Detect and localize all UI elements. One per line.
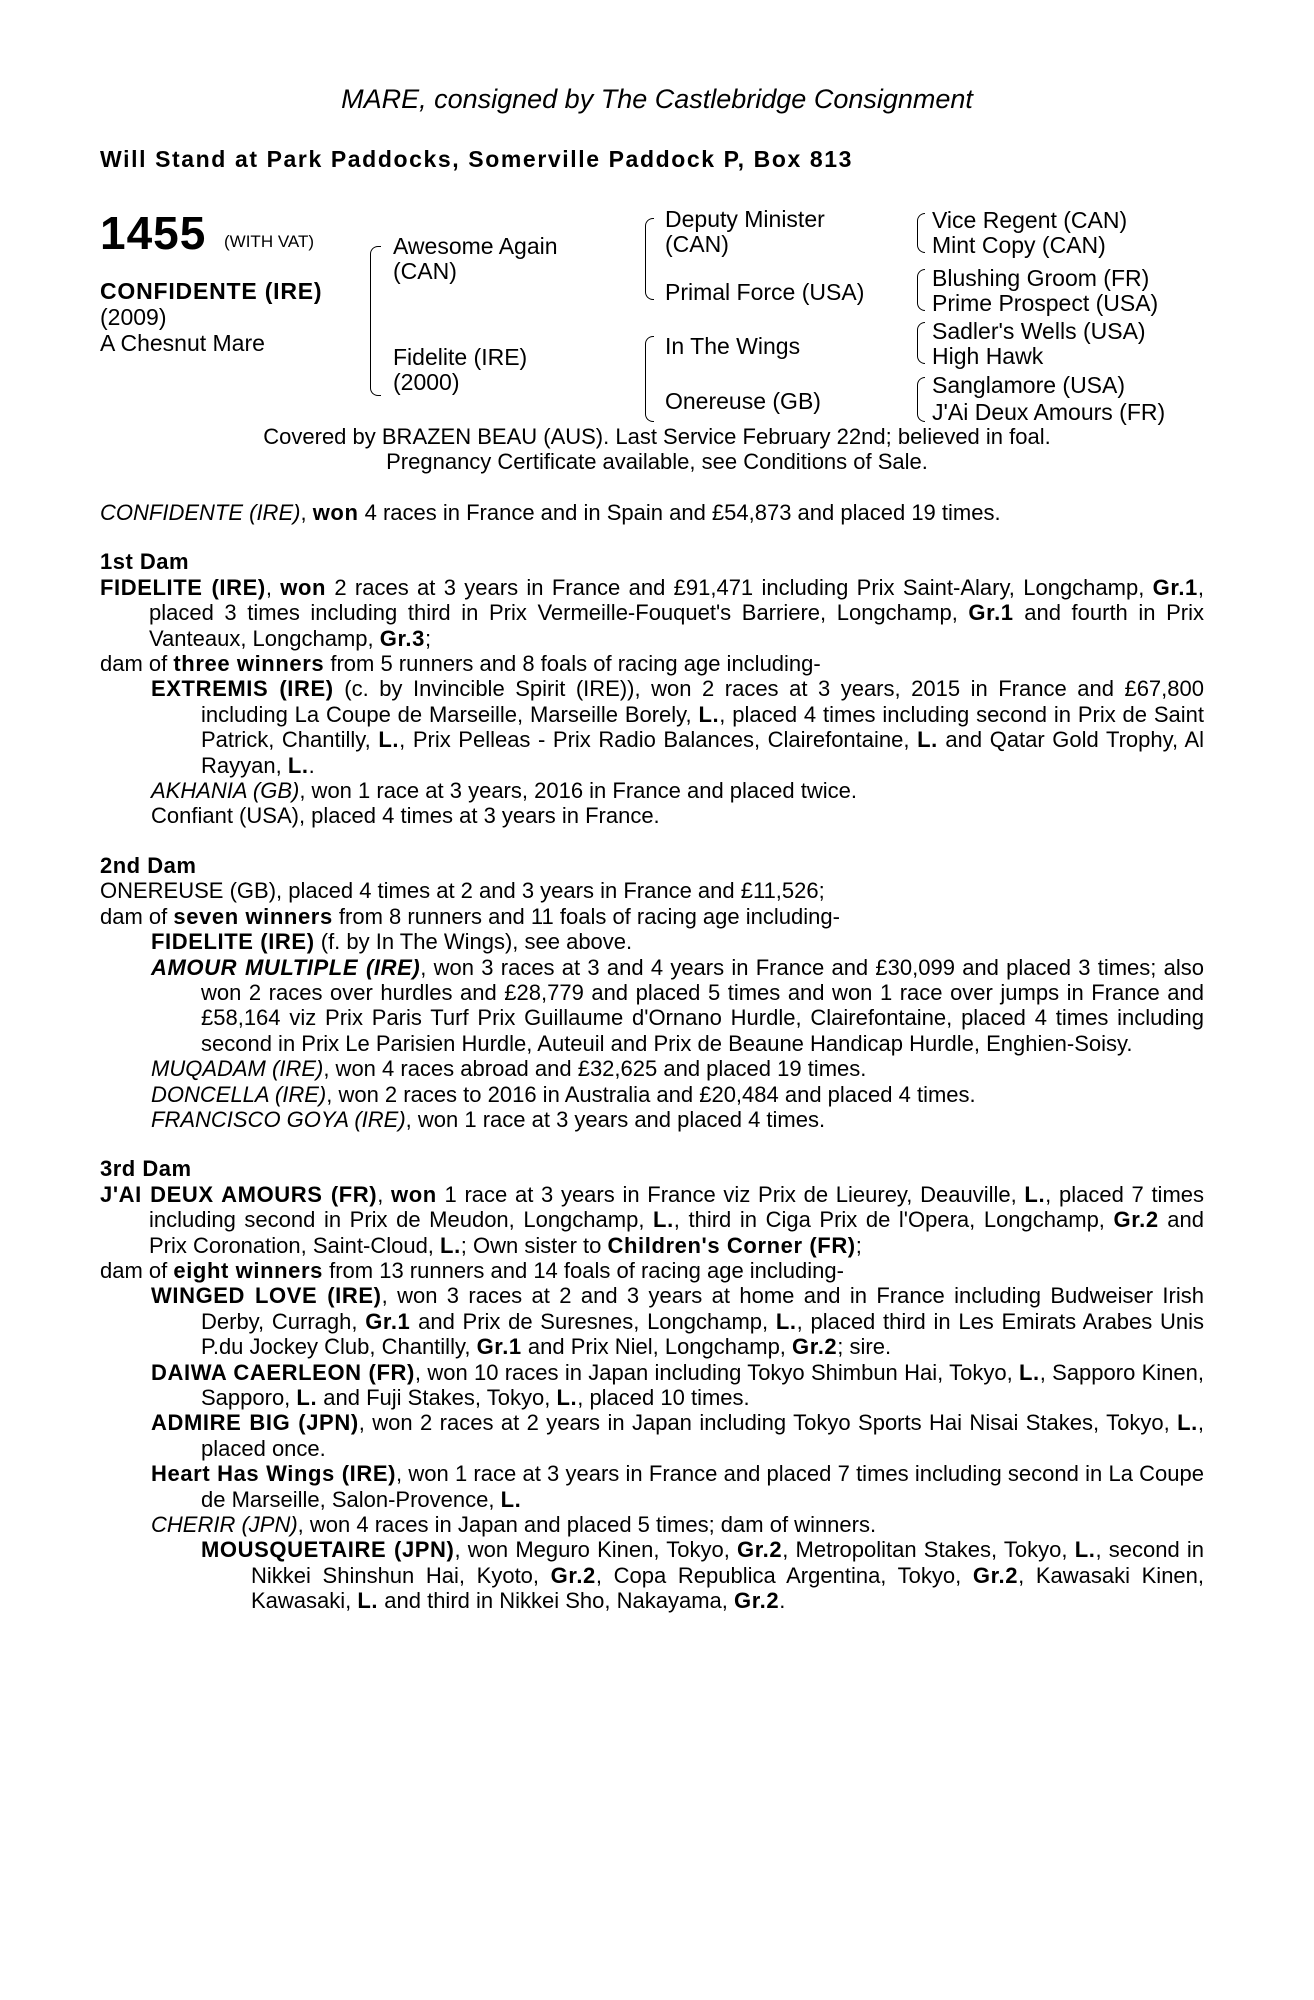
- produce-akhania: AKHANIA (GB), won 1 race at 3 years, 2016 in France and placed twice.: [151, 778, 857, 804]
- pedigree-gen3-8: J'Ai Deux Amours (FR): [932, 399, 1166, 425]
- pedigree-brace-gen3-4: [917, 377, 925, 422]
- pedigree-sire-sire: [665, 207, 825, 257]
- produce-winged-love: WINGED LOVE (IRE), won 3 races at 2 and 3 years at home and in France including Budweiser Irish Derby, Curragh, Gr.1 and Prix de Suresnes, Longchamp, L., placed third in Les Emirats Arabes Unis P.du Jockey Club, Chantilly, Gr.1 and Prix Niel, Longchamp, Gr.2; sire.: [151, 1283, 1205, 1360]
- vat-note: (WITH VAT): [224, 232, 315, 251]
- lot-number: 1455: [100, 207, 207, 259]
- race-summary: CONFIDENTE (IRE), won 4 races in France and in Spain and £54,873 and placed 19 times.: [100, 500, 1001, 525]
- first-dam-heading: 1st Dam: [100, 549, 190, 575]
- produce-cherir: CHERIR (JPN), won 4 races in Japan and placed 5 times; dam of winners.: [151, 1512, 877, 1538]
- pedigree-brace-gen3-3: [917, 322, 925, 364]
- pedigree-gen3-5: Sadler's Wells (USA): [932, 318, 1146, 344]
- produce-muqadam: MUQADAM (IRE), won 4 races abroad and £32,625 and placed 19 times.: [151, 1056, 867, 1082]
- pedigree-dam-sire: In The Wings: [665, 333, 801, 359]
- second-dam-heading: 2nd Dam: [100, 852, 197, 878]
- consignor-heading: MARE, consigned by The Castlebridge Consignment: [341, 84, 973, 114]
- pedigree-gen3-6: High Hawk: [932, 343, 1044, 369]
- pedigree-sire-name: Awesome Again: [393, 233, 558, 259]
- produce-confiant: Confiant (USA), placed 4 times at 3 years in France.: [151, 803, 660, 829]
- second-dam-produce: dam of seven winners from 8 runners and 11 foals of racing age including-: [100, 903, 840, 929]
- pedigree-dam-year: (2000): [393, 369, 460, 395]
- stand-location: Will Stand at Park Paddocks, Somerville Paddock P, Box 813: [100, 146, 854, 172]
- pedigree-gen3-1: Vice Regent (CAN): [932, 207, 1128, 233]
- first-dam-record: FIDELITE (IRE), won 2 races at 3 years in France and £91,471 including Prix Saint-Alary, Longchamp, Gr.1, placed 3 times including third in Prix Vermeille-Fouquet's Barriere, Longchamp, Gr.1 and fourth in Prix Vanteaux, Longchamp, Gr.3;: [100, 574, 1204, 651]
- third-dam-produce: dam of eight winners from 13 runners and 14 foals of racing age including-: [100, 1257, 844, 1283]
- horse-name: CONFIDENTE (IRE): [100, 278, 323, 304]
- covering-note: [0, 424, 1314, 474]
- produce-francisco-goya: FRANCISCO GOYA (IRE), won 1 race at 3 years and placed 4 times.: [151, 1106, 826, 1132]
- third-dam-heading: 3rd Dam: [100, 1156, 192, 1182]
- pedigree-gen3-4: Prime Prospect (USA): [932, 290, 1159, 316]
- pedigree-gen3-2: Mint Copy (CAN): [932, 232, 1106, 258]
- pedigree-brace-gen3-2: [917, 269, 925, 311]
- produce-admire-big: ADMIRE BIG (JPN), won 2 races at 2 years in Japan including Tokyo Sports Hai Nisai Stakes, Tokyo, L., placed once.: [151, 1410, 1204, 1461]
- covering-line-2: Pregnancy Certificate available, see Conditions of Sale.: [386, 449, 928, 474]
- produce-daiwa-caerleon: DAIWA CAERLEON (FR), won 10 races in Japan including Tokyo Shimbun Hai, Tokyo, L., Sapporo Kinen, Sapporo, L. and Fuji Stakes, Tokyo, L., placed 10 times.: [151, 1359, 1204, 1410]
- pedigree-dam-name: Fidelite (IRE): [393, 344, 528, 370]
- pedigree-gen3-3: Blushing Groom (FR): [932, 265, 1150, 291]
- pedigree-brace-gen2-dam: [645, 336, 654, 422]
- pedigree-gen3-7: Sanglamore (USA): [932, 372, 1126, 398]
- covering-line-1: Covered by BRAZEN BEAU (AUS). Last Service February 22nd; believed in foal.: [263, 424, 1051, 449]
- horse-year: (2009): [100, 304, 167, 330]
- produce-record: [100, 500, 1204, 1614]
- pedigree-dam-dam: Onereuse (GB): [665, 388, 821, 414]
- pedigree-brace-gen2-sire: [645, 218, 654, 300]
- produce-heart-has-wings: Heart Has Wings (IRE), won 1 race at 3 years in France and placed 7 times including second in La Coupe de Marseille, Salon-Provence, L.: [151, 1461, 1204, 1512]
- pedigree-sire-sire-country: (CAN): [665, 231, 729, 257]
- horse-description: A Chesnut Mare: [100, 330, 265, 356]
- produce-fidelite: FIDELITE (IRE) (f. by In The Wings), see above.: [151, 929, 633, 955]
- pedigree-sire-sire-name: Deputy Minister: [665, 206, 825, 232]
- pedigree-brace-gen1: [370, 246, 381, 396]
- produce-doncella: DONCELLA (IRE), won 2 races to 2016 in Australia and £20,484 and placed 4 times.: [151, 1081, 976, 1107]
- first-dam-produce: dam of three winners from 5 runners and 8 foals of racing age including-: [100, 651, 821, 677]
- pedigree-sire-country: (CAN): [393, 258, 457, 284]
- pedigree-dam: [393, 345, 527, 395]
- produce-extremis: EXTREMIS (IRE) (c. by Invincible Spirit (IRE)), won 2 races at 3 years, 2015 in France and £67,800 including La Coupe de Marseille, Marseille Borely, L., placed 4 times including second in Prix de Saint Patrick, Chantilly, L., Prix Pelleas - Prix Radio Balances, Clairefontaine, L. and Qatar Gold Trophy, Al Rayyan, L..: [151, 676, 1205, 778]
- pedigree-brace-gen3-1: [917, 213, 925, 253]
- pedigree-sire-dam: Primal Force (USA): [665, 279, 865, 305]
- third-dam-record: J'AI DEUX AMOURS (FR), won 1 race at 3 years in France viz Prix de Lieurey, Deauville, L., placed 7 times including second in Prix de Meudon, Longchamp, L., third in Ciga Prix de l'Opera, Longchamp, Gr.2 and Prix Coronation, Saint-Cloud, L.; Own sister to Children's Corner (FR);: [100, 1181, 1205, 1258]
- produce-mousquetaire: MOUSQUETAIRE (JPN), won Meguro Kinen, Tokyo, Gr.2, Metropolitan Stakes, Tokyo, L., second in Nikkei Shinshun Hai, Kyoto, Gr.2, Copa Republica Argentina, Tokyo, Gr.2, Kawasaki Kinen, Kawasaki, L. and third in Nikkei Sho, Nakayama, Gr.2.: [201, 1537, 1205, 1614]
- pedigree-sire: [393, 234, 558, 284]
- second-dam-record: ONEREUSE (GB), placed 4 times at 2 and 3 years in France and £11,526;: [100, 878, 825, 904]
- produce-amour-multiple: AMOUR MULTIPLE (IRE), won 3 races at 3 and 4 years in France and £30,099 and placed 3 times; also won 2 races over hurdles and £28,779 and placed 5 times and won 1 race over jumps in France and £58,164 viz Prix Paris Turf Prix Guillaume d'Ornano Hurdle, Clairefontaine, placed 4 times including second in Prix Le Parisien Hurdle, Auteuil and Prix de Beaune Handicap Hurdle, Enghien-Soisy.: [151, 954, 1204, 1056]
